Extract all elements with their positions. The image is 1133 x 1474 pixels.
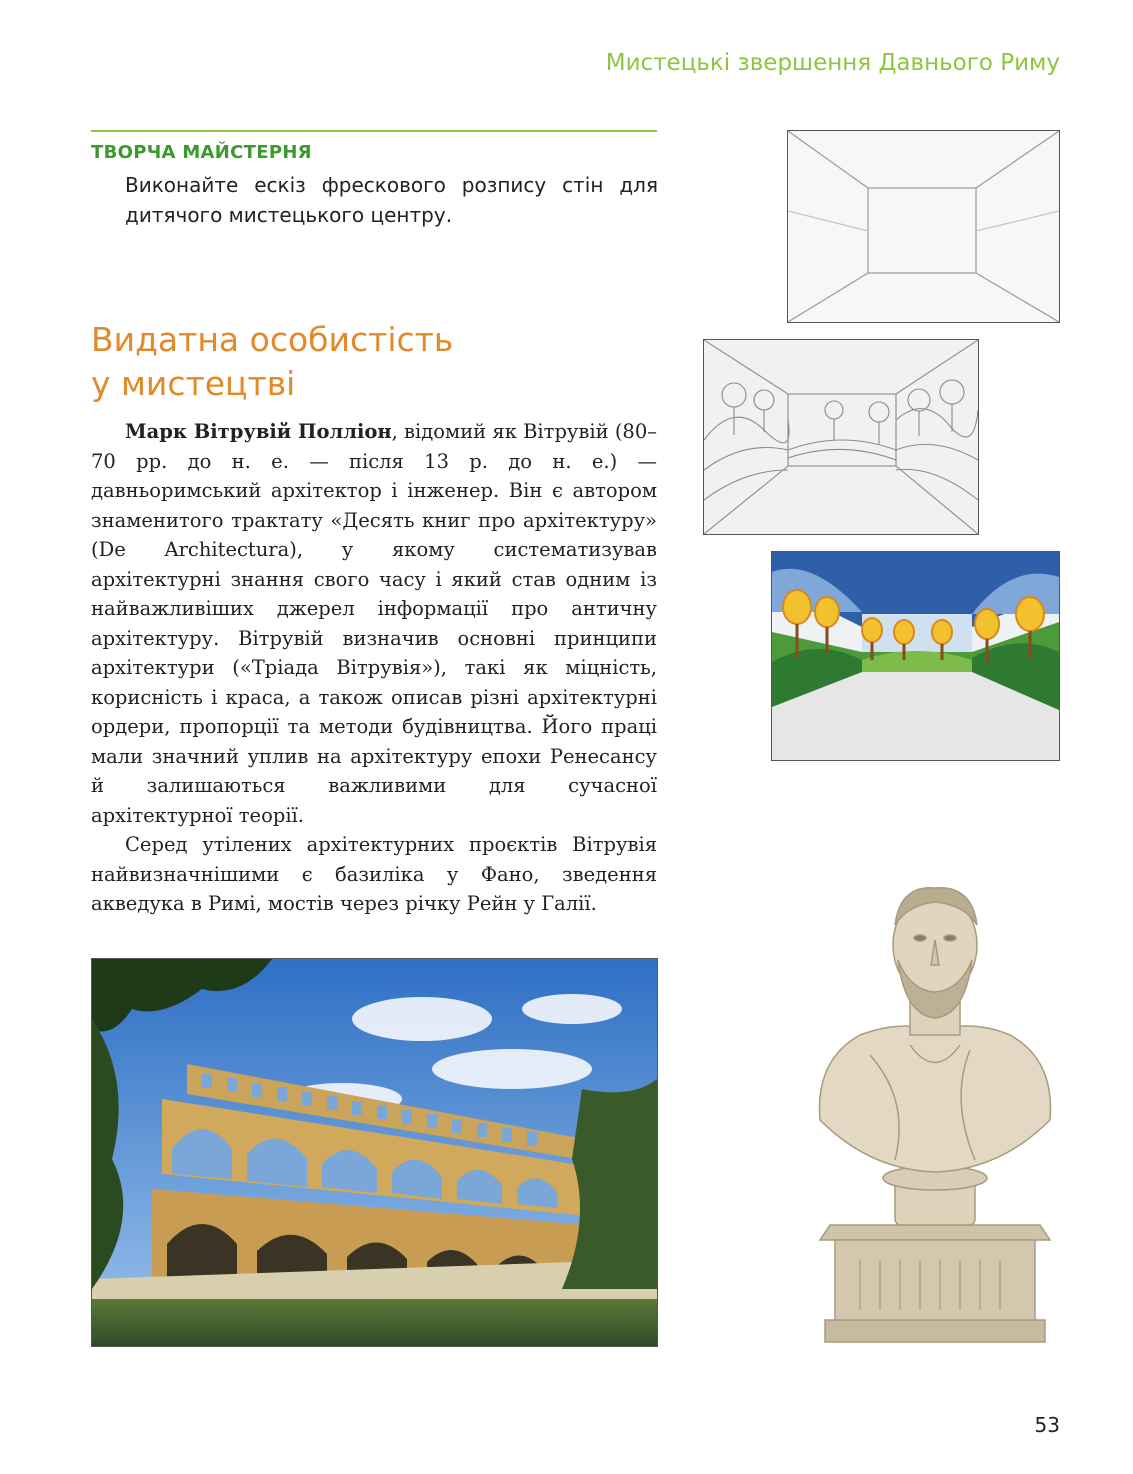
section-title xyxy=(91,318,453,406)
room-perspective-sketch xyxy=(787,130,1060,323)
section-title-line2: у мистецтві xyxy=(91,364,296,403)
fresco-painting xyxy=(771,551,1060,761)
bust-illustration xyxy=(800,880,1070,1350)
room-sketch-drawing xyxy=(788,131,1059,322)
running-header: Мистецькі звершення Давнього Риму xyxy=(605,50,1060,76)
paragraph-1 xyxy=(91,417,657,830)
article-body xyxy=(91,417,657,919)
pencil-landscape-sketch xyxy=(703,339,979,535)
pencil-sketch-drawing xyxy=(704,340,978,534)
aqueduct-illustration xyxy=(92,959,657,1346)
vitruvius-bust xyxy=(800,880,1070,1350)
page-number: 53 xyxy=(1034,1413,1060,1437)
creative-box-heading: ТВОРЧА МАЙСТЕРНЯ xyxy=(91,142,312,163)
fresco-painting-drawing xyxy=(772,552,1059,760)
section-divider xyxy=(91,130,657,132)
person-name: Марк Вітрувій Полліон xyxy=(125,420,392,443)
section-title-line1: Видатна особистість xyxy=(91,320,454,359)
aqueduct-photo xyxy=(91,958,658,1347)
paragraph-1-text: , відомий як Вітрувій (80–70 рр. до н. е. — після 13 р. до н. е.) — давньоримський архітектор і інженер. Він є автором знаменитого трактату «Десять книг про архітектуру» (De Architectura), у якому систематизував архітектурні знання свого часу і який став одним із найважливіших джерел інформації про античну архітектуру. Вітрувій визначив основні принципи архітектури («Тріада Вітрувія»), такі як міцність, корисність і краса, а також описав різні архітектурні ордери, пропорції та методи будівництва. Його праці мали значний уплив на архітектуру епохи Ренесансу й залишаються важливими для сучасної архітектурної теорії. xyxy=(91,420,657,827)
paragraph-2: Серед утілених архітектурних проєктів Вітрувія найвизначнішими є базиліка у Фано, зведення акведука в Римі, мостів через річку Рейн у Галії. xyxy=(91,833,657,915)
creative-box-text: Виконайте ескіз фрескового розпису стін для дитячого мистецького центру. xyxy=(125,173,658,227)
